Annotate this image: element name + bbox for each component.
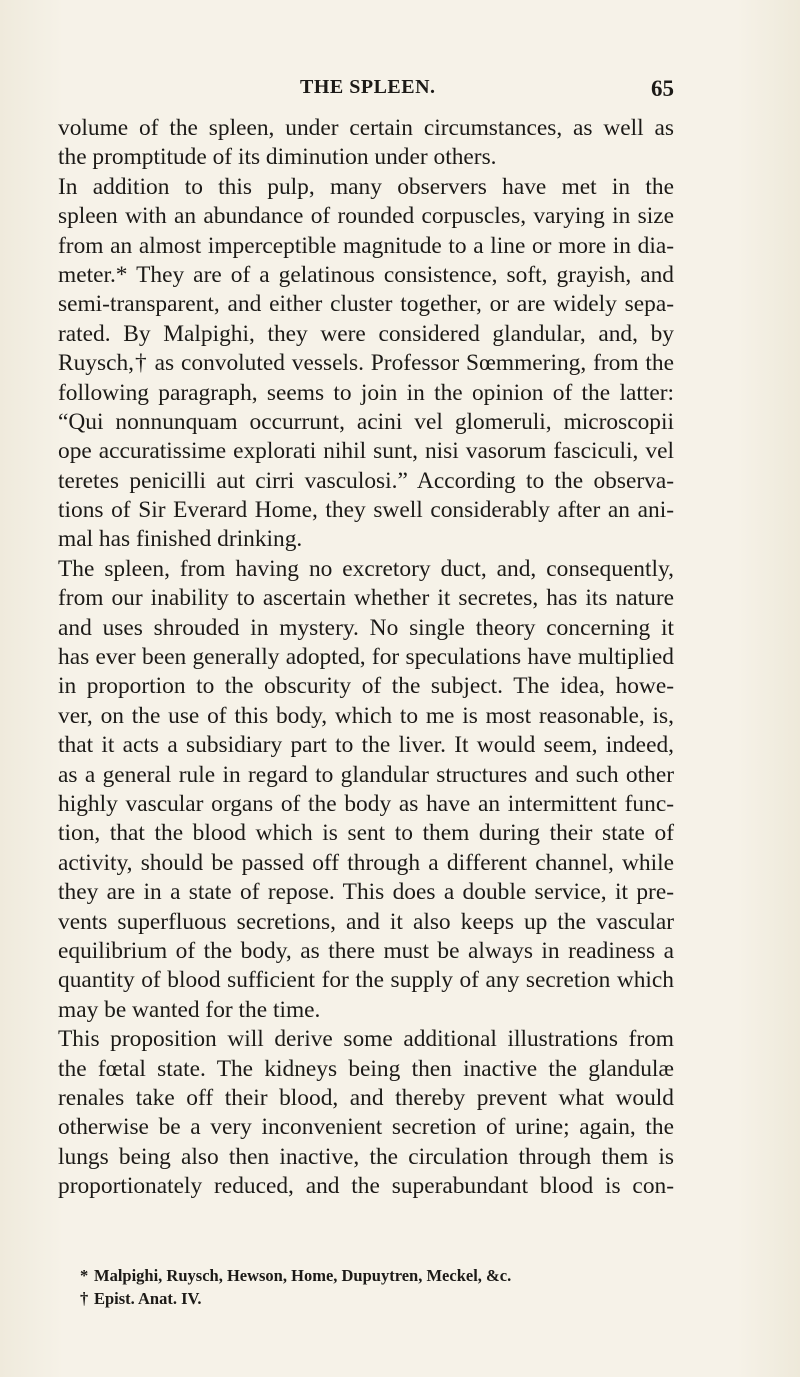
text-line: following paragraph, seems to join in the opinion of the latter: — [58, 379, 674, 406]
footnote-mark: * — [80, 1266, 89, 1285]
text-line: semi-transparent, and either cluster together, or are widely sepa- — [58, 291, 674, 318]
text-line: may be wanted for the time. — [58, 996, 321, 1023]
text-line: in proportion to the obscurity of the subject. The idea, howe- — [58, 673, 674, 700]
footnote-mark: † — [80, 1289, 89, 1308]
text-line: activity, should be passed off through a different channel, while — [58, 849, 674, 876]
text-line: volume of the spleen, under certain circumstances, as well as — [58, 115, 674, 141]
text-line: equilibrium of the body, as there must be always in readiness a — [58, 937, 674, 964]
text-line: In addition to this pulp, many observers have met in the — [58, 173, 674, 200]
text-line: rated. By Malpighi, they were considered glandular, and, by — [58, 320, 674, 347]
text-line: Ruysch,† as convoluted vessels. Professor Sœmmering, from the — [58, 350, 674, 377]
running-head-title: THE SPLEEN. — [300, 76, 436, 98]
text-line: renales take off their blood, and thereby prevent what would — [58, 1084, 674, 1111]
text-line: from our inability to ascertain whether it secretes, has its nature — [58, 585, 674, 612]
text-line: “Qui nonnunquam occurrunt, acini vel glomeruli, microscopii — [58, 408, 674, 435]
text-line: tion, that the blood which is sent to them during their state of — [58, 820, 674, 847]
footnote-text: Malpighi, Ruysch, Hewson, Home, Dupuytren, Meckel, &c. — [94, 1266, 512, 1285]
text-line: quantity of blood sufficient for the supply of any secretion which — [58, 967, 674, 994]
text-line: This proposition will derive some additional illustrations from — [58, 1026, 674, 1053]
text-line: teretes penicilli aut cirri vasculosi.” According to the observa- — [58, 467, 674, 494]
text-line: The spleen, from having no excretory duct, and, consequently, — [58, 555, 674, 582]
text-line: they are in a state of repose. This does a double service, it pre- — [58, 879, 674, 906]
text-line: mal has finished drinking. — [58, 526, 303, 553]
text-line: spleen with an abundance of rounded corpuscles, varying in size — [58, 203, 674, 230]
text-line: ope accuratissime explorati nihil sunt, nisi vasorum fasciculi, vel — [58, 438, 674, 465]
text-line: that it acts a subsidiary part to the liver. It would seem, indeed, — [58, 732, 674, 759]
footnotes — [80, 1264, 680, 1310]
footnote — [80, 1287, 680, 1310]
text-line: tions of Sir Everard Home, they swell considerably after an ani- — [58, 497, 674, 524]
running-head — [58, 76, 672, 102]
text-line: as a general rule in regard to glandular structures and such other — [58, 761, 674, 788]
page-number: 65 — [651, 76, 674, 101]
text-line: from an almost imperceptible magnitude to a line or more in dia- — [58, 232, 674, 259]
text-line: has ever been generally adopted, for speculations have multiplied — [58, 644, 674, 671]
text-line: otherwise be a very inconvenient secretion of urine; again, the — [58, 1114, 674, 1141]
text-line: highly vascular organs of the body as have an intermittent func- — [58, 790, 674, 817]
text-line: meter.* They are of a gelatinous consistence, soft, grayish, and — [58, 261, 674, 288]
text-line: proportionately reduced, and the superabundant blood is con- — [58, 1173, 674, 1200]
text-line: ver, on the use of this body, which to me is most reasonable, is, — [58, 702, 674, 729]
text-line: lungs being also then inactive, the circulation through them is — [58, 1143, 674, 1170]
text-line: the promptitude of its diminution under others. — [58, 144, 497, 171]
text-line: vents superfluous secretions, and it also keeps up the vascular — [58, 908, 674, 935]
footnote — [80, 1264, 680, 1287]
body-text — [58, 114, 674, 1201]
text-line: the fœtal state. The kidneys being then inactive the glandulæ — [58, 1055, 674, 1082]
text-line: and uses shrouded in mystery. No single theory concerning it — [58, 614, 674, 641]
footnote-text: Epist. Anat. IV. — [94, 1289, 202, 1308]
